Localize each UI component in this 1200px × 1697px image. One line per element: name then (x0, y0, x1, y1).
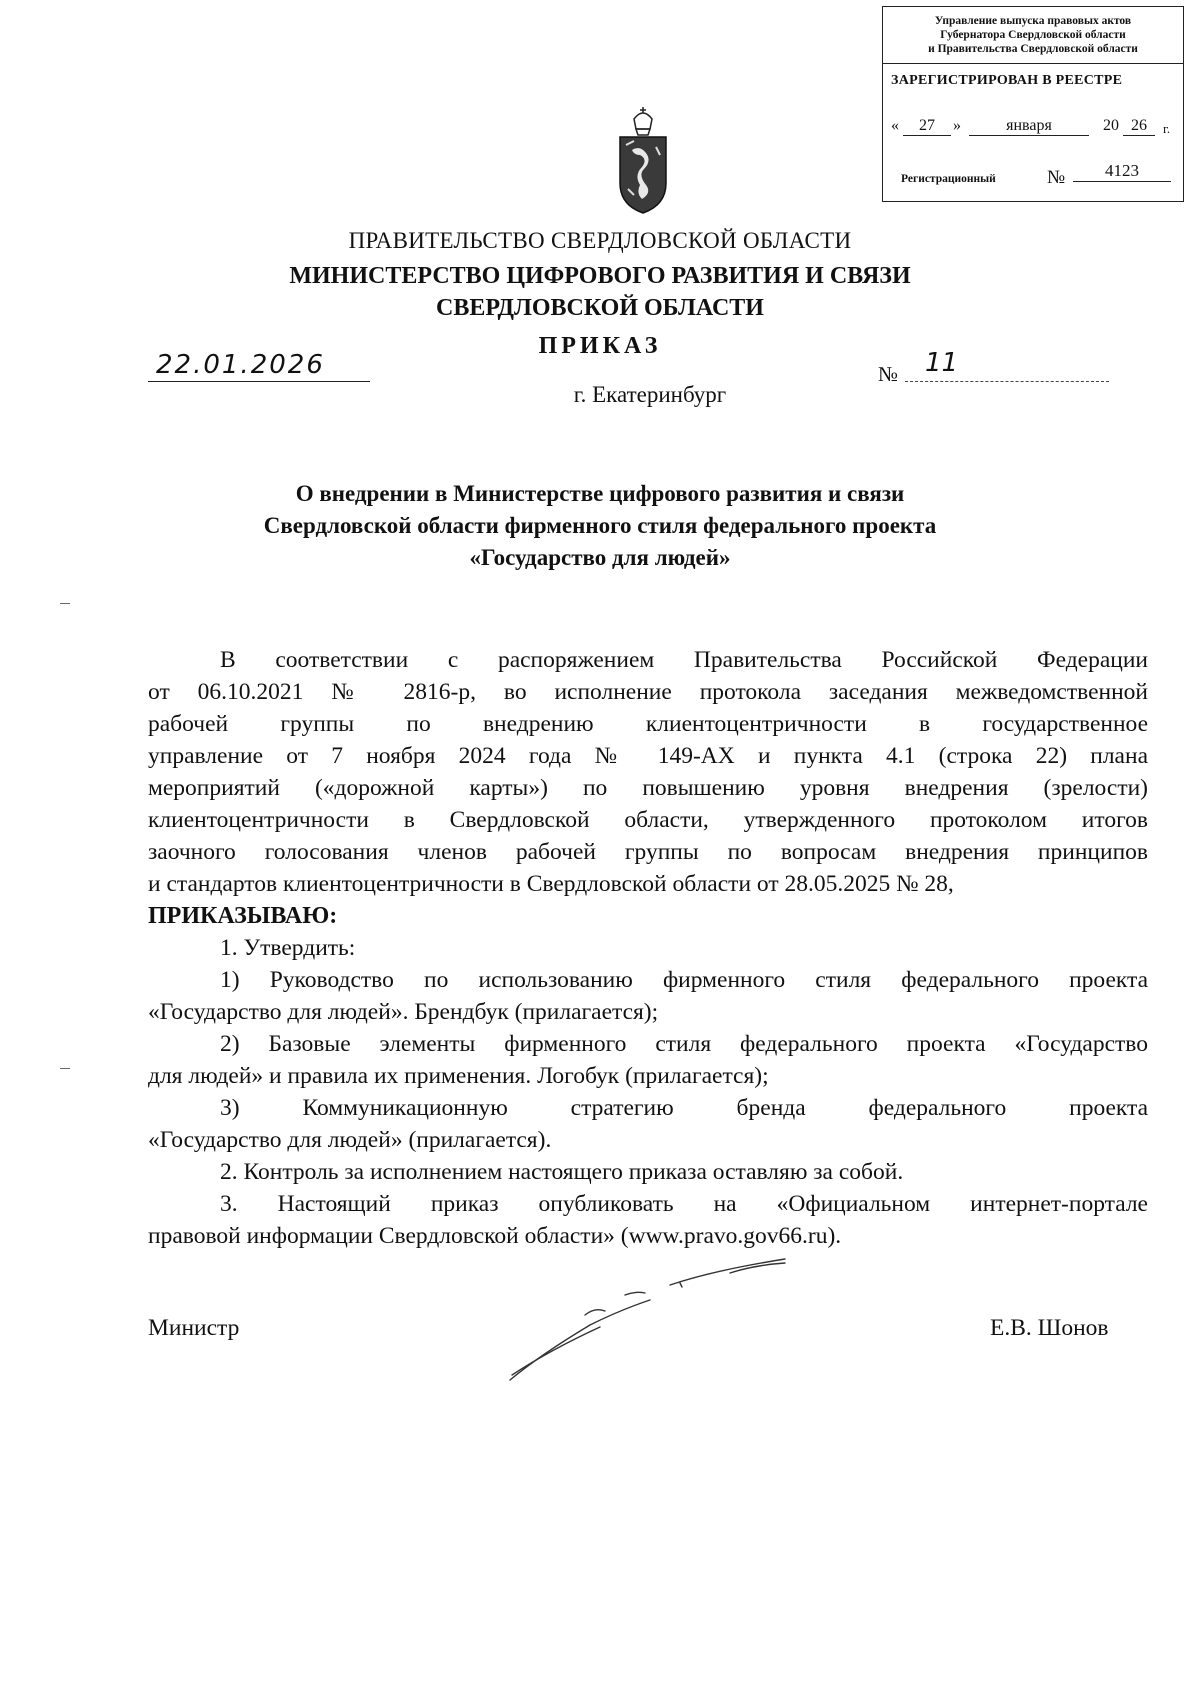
order-word: ПРИКАЗЫВАЮ: (148, 903, 338, 929)
order-number-sign: № (878, 362, 899, 386)
item-3-line: правовой информации Свердловской области» (www.pravo.gov66.ru). (148, 1223, 842, 1249)
scan-mark (60, 1068, 70, 1069)
body-line: В соответствии с распоряжением Правительства Российской Федерации (220, 647, 1148, 673)
body-line: от 06.10.2021 № 2816-р, во исполнение протокола заседания межведомственной (148, 679, 1148, 705)
ministry-name-line2: СВЕРДЛОВСКОЙ ОБЛАСТИ (436, 295, 764, 321)
item-1-1-line: 1) Руководство по использованию фирменного стиля федерального проекта (220, 967, 1148, 993)
handwritten-date: 22.01.2026 (148, 350, 370, 382)
stamp-open-quote: « (891, 117, 899, 134)
stamp-number: 4123 (1073, 161, 1171, 182)
stamp-year-suffix: 26 (1123, 117, 1155, 136)
document-body (148, 644, 1148, 1252)
city: г. Екатеринбург (573, 382, 727, 407)
body-line: управление от 7 ноября 2024 года № 149-АХ и пункта 4.1 (строка 22) плана (148, 743, 1148, 769)
stamp-year-unit: г. (1163, 121, 1171, 136)
coat-of-arms-icon (612, 105, 674, 215)
ministry-name-line1: МИНИСТЕРСТВО ЦИФРОВОГО РАЗВИТИЯ И СВЯЗИ (289, 263, 911, 289)
item-1: 1. Утвердить: (220, 935, 356, 961)
stamp-registered-label: ЗАРЕГИСТРИРОВАН В РЕЕСТРЕ (891, 73, 1123, 88)
handwritten-order-number: 11 (905, 348, 1109, 382)
title-line: О внедрении в Министерстве цифрового развития и связи (295, 481, 905, 506)
signatory-position: Министр (148, 1315, 240, 1341)
stamp-day: 27 (903, 117, 951, 136)
document-title (0, 478, 1200, 574)
body-line: рабочей группы по внедрению клиентоцентричности в государственное (148, 711, 1148, 737)
registration-stamp (882, 6, 1184, 202)
stamp-header (883, 7, 1183, 64)
body-line: и стандартов клиентоцентричности в Свердловской области от 28.05.2025 № 28, (148, 871, 954, 897)
item-1-1-line: «Государство для людей». Брендбук (прилагается); (148, 999, 659, 1025)
stamp-number-sign: № (1047, 167, 1066, 188)
signatory-name: Е.В. Шонов (990, 1315, 1109, 1341)
stamp-month: января (969, 117, 1089, 136)
government-name: ПРАВИТЕЛЬСТВО СВЕРДЛОВСКОЙ ОБЛАСТИ (348, 228, 852, 253)
stamp-number-label: Регистрационный (901, 173, 996, 185)
item-2: 2. Контроль за исполнением настоящего приказа оставляю за собой. (220, 1159, 904, 1185)
body-line: клиентоцентричности в Свердловской области, утвержденного протоколом итогов (148, 807, 1148, 833)
item-1-3-line: «Государство для людей» (прилагается). (148, 1127, 552, 1153)
stamp-header-line: Управление выпуска правовых актов (934, 15, 1132, 27)
item-1-3-line: 3) Коммуникационную стратегию бренда федерального проекта (220, 1095, 1148, 1121)
title-line: «Государство для людей» (469, 545, 731, 570)
stamp-header-line: Губернатора Свердловской области (940, 29, 1126, 41)
document-type: ПРИКАЗ (538, 333, 662, 359)
item-3-line: 3. Настоящий приказ опубликовать на «Официальном интернет-портале (220, 1191, 1148, 1217)
body-line: мероприятий («дорожной карты») по повышению уровня внедрения (зрелости) (148, 775, 1148, 801)
stamp-header-line: и Правительства Свердловской области (928, 43, 1138, 55)
scan-mark (60, 603, 70, 604)
title-line: Свердловской области фирменного стиля федерального проекта (263, 513, 937, 538)
handwritten-signature (500, 1255, 800, 1385)
body-line: заочного голосования членов рабочей группы по вопросам внедрения принципов (148, 839, 1148, 865)
stamp-close-quote: » (953, 117, 961, 134)
item-1-2-line: 2) Базовые элементы фирменного стиля федерального проекта «Государство (220, 1031, 1148, 1057)
item-1-2-line: для людей» и правила их применения. Логобук (прилагается); (148, 1063, 769, 1089)
stamp-year-prefix: 20 (1103, 117, 1119, 134)
